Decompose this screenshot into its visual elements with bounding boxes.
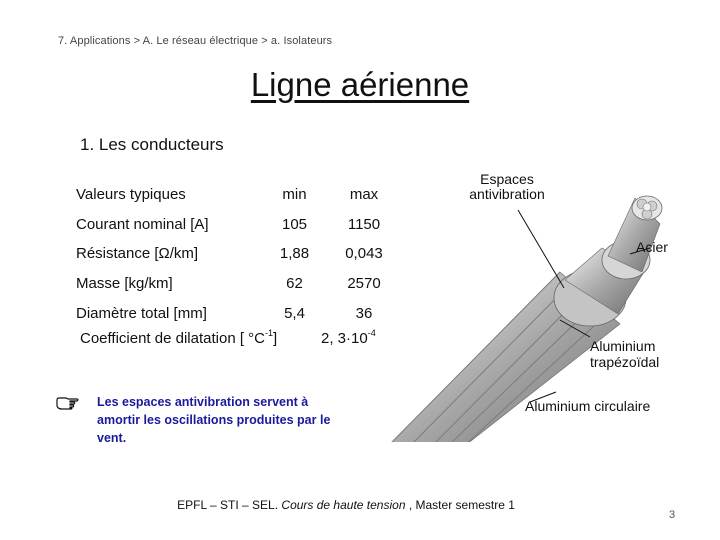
coefficient-label-post: ] — [273, 330, 278, 347]
page-title: Ligne aérienne — [250, 66, 470, 103]
footer — [0, 498, 692, 512]
label-alu-trap-line2: trapézoïdal — [590, 354, 660, 370]
footer-post: , Master semestre 1 — [408, 498, 515, 512]
table-cell: 62 — [286, 275, 303, 293]
footer-course: Cours de haute tension — [281, 498, 406, 512]
label-alu-circ: Aluminium circulaire — [525, 398, 651, 414]
cable-illustration — [350, 162, 710, 442]
table-cell: 36 — [355, 304, 373, 322]
table-cell: 105 — [281, 215, 308, 233]
footer-pre: EPFL – STI – SEL. — [177, 498, 279, 512]
header-cell: max — [349, 186, 379, 204]
section-heading: 1. Les conducteurs — [80, 135, 224, 154]
table-cell: 5,4 — [284, 304, 305, 322]
table-cell: 0,043 — [345, 245, 383, 263]
header-cell: Valeurs typiques — [76, 186, 186, 204]
label-acier: Acier — [636, 239, 668, 255]
page-title-wrap — [0, 66, 720, 104]
note-text: Les espaces antivibration servent à amortir les oscillations produites par le vent. — [97, 395, 331, 445]
header-cell: min — [282, 186, 307, 204]
coefficient-label-exp: -1 — [265, 328, 274, 338]
table-cell: Résistance [Ω/km] — [76, 245, 199, 263]
label-espaces-line1: Espaces — [480, 171, 534, 187]
pointing-hand-icon — [56, 396, 80, 410]
table-cell: Courant nominal [A] — [76, 215, 209, 233]
page-number: 3 — [669, 509, 676, 521]
table-cell: 1,88 — [279, 245, 310, 263]
label-alu-trap-line1: Aluminium — [590, 338, 656, 354]
coefficient-value-exp: -4 — [367, 328, 376, 338]
table-cell: 2570 — [347, 275, 381, 293]
coefficient-label — [80, 330, 277, 347]
table-cell: Masse [kg/km] — [76, 275, 173, 293]
label-espaces-line2: antivibration — [469, 186, 545, 202]
coefficient-value-pre: 2, 3·10 — [321, 330, 368, 347]
table-cell: Diamètre total [mm] — [76, 304, 207, 322]
breadcrumb: 7. Applications > A. Le réseau électrique > a. Isolateurs — [58, 35, 333, 47]
coefficient-label-pre: Coefficient de dilatation [ °C — [80, 330, 265, 347]
table-cell: 1150 — [347, 215, 381, 233]
